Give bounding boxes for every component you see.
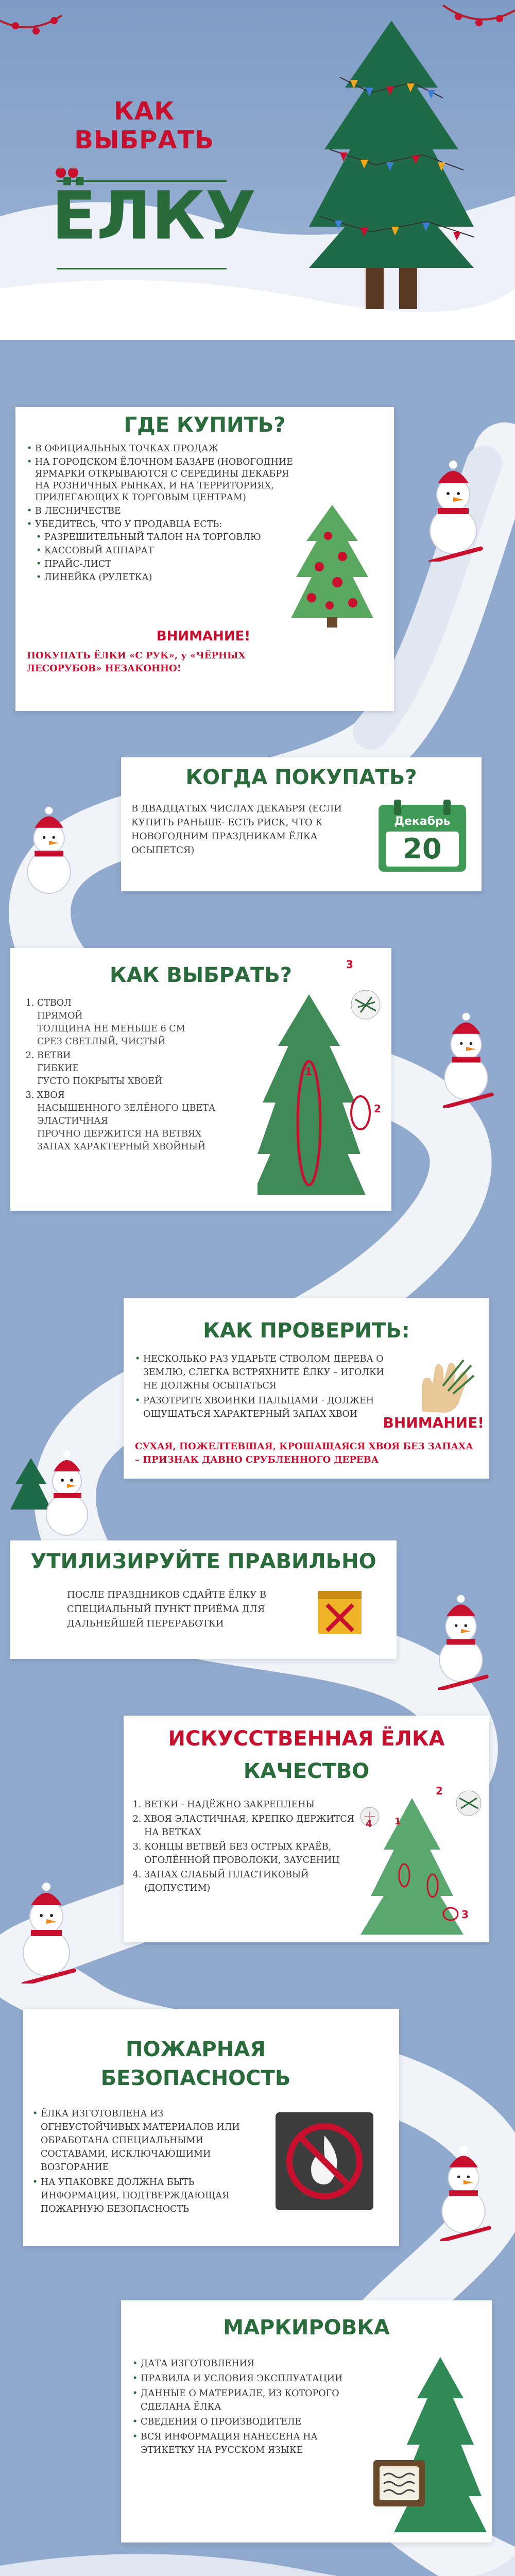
tree-with-label-icon xyxy=(353,2357,487,2537)
list-item: • В ЛЕСНИЧЕСТВЕ xyxy=(35,505,295,517)
snowman-icon xyxy=(15,804,82,902)
list-subitem: • КАССОВЫЙ АППАРАТ xyxy=(44,545,295,557)
list-item: 1. СТВОЛ ПРЯМОЙ ТОЛЩИНА НЕ МЕНЬШЕ 6 СМ СРЕЗ СВЕТЛЫЙ, ЧИСТЫЙ xyxy=(37,997,253,1048)
where-to-buy-list xyxy=(27,443,295,586)
when-to-buy-title: КОГДА ПОКУПАТЬ? xyxy=(185,766,417,789)
where-to-buy-card xyxy=(15,407,394,711)
no-fire-icon xyxy=(276,2112,373,2210)
list-item: • НА ГОРОДСКОМ ЁЛОЧНОМ БАЗАРЕ (НОВОГОДНИЕ ЯРМАРКИ ОТКРЫВАЮТСЯ С СЕРЕДИНЫ ДЕКАБРЯ НА РОЗНИЧНЫХ РЫНКАХ, И НА ТЕРРИТОРИЯХ, ПРИЛЕГАЮЩИХ К ТОРГОВЫМ ЦЕНТРАМ) xyxy=(35,456,295,504)
where-to-buy-title: ГДЕ КУПИТЬ? xyxy=(124,413,286,437)
marker-4: 4 xyxy=(366,1819,372,1829)
check-warning-title: ВНИМАНИЕ! xyxy=(383,1414,484,1431)
when-to-buy-text: В ДВАДЦАТЫХ ЧИСЛАХ ДЕКАБРЯ (ЕСЛИ КУПИТЬ РАНЬШЕ- ЕСТЬ РИСК, ЧТО К НОВОГОДНИМ ПРАЗДНИКАМ ЁЛКА ОСЫПЕТСЯ) xyxy=(131,803,342,856)
fire-safety-title: ПОЖАРНАЯ БЕЗОПАСНОСТЬ xyxy=(100,2038,291,2090)
where-warning-text: ПОКУПАТЬ ЁЛКИ «С РУК», у «ЧЁРНЫХ ЛЕСОРУБОВ» НЕЗАКОННО! xyxy=(27,650,246,674)
list-item: • ПРАВИЛА И УСЛОВИЯ ЭКСПЛУАТАЦИИ xyxy=(141,2372,354,2385)
snowman-with-tree-icon xyxy=(10,1443,98,1540)
calendar-day: 20 xyxy=(403,833,442,865)
list-item: • ДАТА ИЗГОТОВЛЕНИЯ xyxy=(141,2357,354,2370)
fire-safety-list xyxy=(32,2107,249,2217)
marker-2: 2 xyxy=(374,1103,381,1115)
calendar-icon xyxy=(379,800,466,872)
how-to-check-card xyxy=(124,1298,489,1479)
calendar-month: Декабрь xyxy=(394,815,451,828)
fire-safety-card xyxy=(23,2009,399,2246)
disposal-bin-icon xyxy=(314,1587,366,1638)
artificial-tree-title: ИСКУССТВЕННАЯ ЁЛКА xyxy=(168,1727,445,1751)
how-to-choose-title: КАК ВЫБРАТЬ? xyxy=(110,963,292,987)
dispose-text: ПОСЛЕ ПРАЗДНИКОВ СДАЙТЕ ЁЛКУ В СПЕЦИАЛЬНЫЙ ПУНКТ ПРИЁМА ДЛЯ ДАЛЬНЕЙШЕЙ ПЕРЕРАБОТКИ xyxy=(67,1589,267,1629)
tree-with-ornaments-icon xyxy=(291,505,373,629)
list-item: 1. ВЕТКИ - НАДЁЖНО ЗАКРЕПЛЕНЫ xyxy=(144,1798,355,1811)
where-warning-title: ВНИМАНИЕ! xyxy=(156,629,251,644)
list-item: • ЁЛКА ИЗГОТОВЛЕНА ИЗ ОГНЕУСТОЙЧИВЫХ МАТЕРИАЛОВ ИЛИ ОБРАБОТАНА СПЕЦИАЛЬНЫМИ СОСТАВАМИ, ИСКЛЮЧАЮЩИМИ ВОЗГОРАНИЕ xyxy=(41,2107,249,2174)
snowman-icon xyxy=(417,459,489,562)
hand-rubbing-needles-icon xyxy=(412,1355,479,1417)
list-item: • ДАННЫЕ О МАТЕРИАЛЕ, ИЗ КОТОРОГО СДЕЛАНА ЁЛКА xyxy=(141,2387,354,2414)
marking-list xyxy=(132,2357,354,2459)
artificial-quality-list xyxy=(129,1798,355,1896)
dispose-card xyxy=(10,1540,397,1659)
decorated-tree-icon xyxy=(309,21,479,319)
marking-title: МАРКИРОВКА xyxy=(223,2316,390,2340)
artificial-quality-subtitle: КАЧЕСТВО xyxy=(243,1759,370,1783)
list-item: • РАЗОТРИТЕ ХВОИНКИ ПАЛЬЦАМИ - ДОЛЖЕН ОЩУЩАТЬСЯ ХАРАКТЕРНЫЙ ЗАПАХ ХВОИ xyxy=(143,1394,392,1421)
list-item: • НА УПАКОВКЕ ДОЛЖНА БЫТЬ ИНФОРМАЦИЯ, ПОДТВЕРЖДАЮЩАЯ ПОЖАРНУЮ БЕЗОПАСНОСТЬ xyxy=(41,2176,249,2216)
how-to-check-list xyxy=(135,1352,392,1422)
list-item: • СВЕДЕНИЯ О ПРОИЗВОДИТЕЛЕ xyxy=(141,2415,354,2429)
snowman-icon xyxy=(430,2143,497,2241)
how-to-choose-list xyxy=(22,997,253,1155)
marker-3: 3 xyxy=(461,1908,469,1921)
check-warning-text: СУХАЯ, ПОЖЕЛТЕВШАЯ, КРОШАЩАЯСЯ ХВОЯ БЕЗ ЗАПАХА – ПРИЗНАК ДАВНО СРУБЛЕННОГО ДЕРЕВА xyxy=(135,1441,473,1465)
snowman-icon xyxy=(433,1010,500,1108)
snowman-icon xyxy=(427,1592,494,1690)
marker-2: 2 xyxy=(436,1785,443,1797)
list-item: • В ОФИЦИАЛЬНЫХ ТОЧКАХ ПРОДАЖ xyxy=(35,443,295,455)
when-to-buy-card xyxy=(121,757,482,891)
header-title-line1: КАК ВЫБРАТЬ xyxy=(74,97,214,155)
marker-1: 1 xyxy=(305,1065,312,1078)
list-subitem: • ПРАЙС-ЛИСТ xyxy=(44,558,295,570)
header-title-line2: ЁЛКУ xyxy=(52,178,256,255)
list-item: 3. ХВОЯ НАСЫЩЕННОГО ЗЕЛЁНОГО ЦВЕТА ЭЛАСТИЧНАЯ ПРОЧНО ДЕРЖИТСЯ НА ВЕТВЯХ ЗАПАХ ХАРАКТЕРНЫЙ ХВОЙНЫЙ xyxy=(37,1089,253,1154)
snowman-icon xyxy=(10,1880,82,1984)
how-to-choose-card xyxy=(10,948,391,1211)
spruce-diagram-icon xyxy=(258,984,386,1206)
marker-1: 1 xyxy=(394,1816,401,1827)
list-subitem: • ЛИНЕЙКА (РУЛЕТКА) xyxy=(44,572,295,584)
marker-3: 3 xyxy=(346,958,353,971)
header-divider-bottom xyxy=(57,268,227,269)
list-item: 2. ВЕТВИ ГИБКИЕ ГУСТО ПОКРЫТЫ ХВОЕЙ xyxy=(37,1049,253,1088)
list-subitem: • РАЗРЕШИТЕЛЬНЫЙ ТАЛОН НА ТОРГОВЛЮ xyxy=(44,532,295,544)
dispose-title: УТИЛИЗИРУЙТЕ ПРАВИЛЬНО xyxy=(30,1550,376,1573)
how-to-check-title: КАК ПРОВЕРИТЬ: xyxy=(203,1319,410,1343)
marking-card xyxy=(121,2300,492,2543)
list-item: • УБЕДИТЕСЬ, ЧТО У ПРОДАВЦА ЕСТЬ: • РАЗРЕШИТЕЛЬНЫЙ ТАЛОН НА ТОРГОВЛЮ • КАССОВЫЙ АППАРАТ • ПРАЙС-ЛИСТ • ЛИНЕЙКА (РУЛЕТКА) xyxy=(35,519,295,584)
list-item: 3. КОНЦЫ ВЕТВЕЙ БЕЗ ОСТРЫХ КРАЁВ, ОГОЛЁННОЙ ПРОВОЛОКИ, ЗАУСЕНИЦ xyxy=(144,1840,355,1867)
list-item: 2. ХВОЯ ЭЛАСТИЧНАЯ, КРЕПКО ДЕРЖИТСЯ НА ВЕТКАХ xyxy=(144,1812,355,1839)
list-item: • ВСЯ ИНФОРМАЦИЯ НАНЕСЕНА НА ЭТИКЕТКУ НА РУССКОМ ЯЗЫКЕ xyxy=(141,2430,354,2457)
artificial-tree-card xyxy=(124,1716,489,1942)
list-item: 4. ЗАПАХ СЛАБЫЙ ПЛАСТИКОВЫЙ (ДОПУСТИМ) xyxy=(144,1868,355,1895)
list-item: • НЕСКОЛЬКО РАЗ УДАРЬТЕ СТВОЛОМ ДЕРЕВА О ЗЕМЛЮ, СЛЕГКА ВСТРЯХНИТЕ ЁЛКУ – ИГОЛКИ НЕ ДОЛЖНЫ ОСЫПАТЬСЯ xyxy=(143,1352,392,1393)
